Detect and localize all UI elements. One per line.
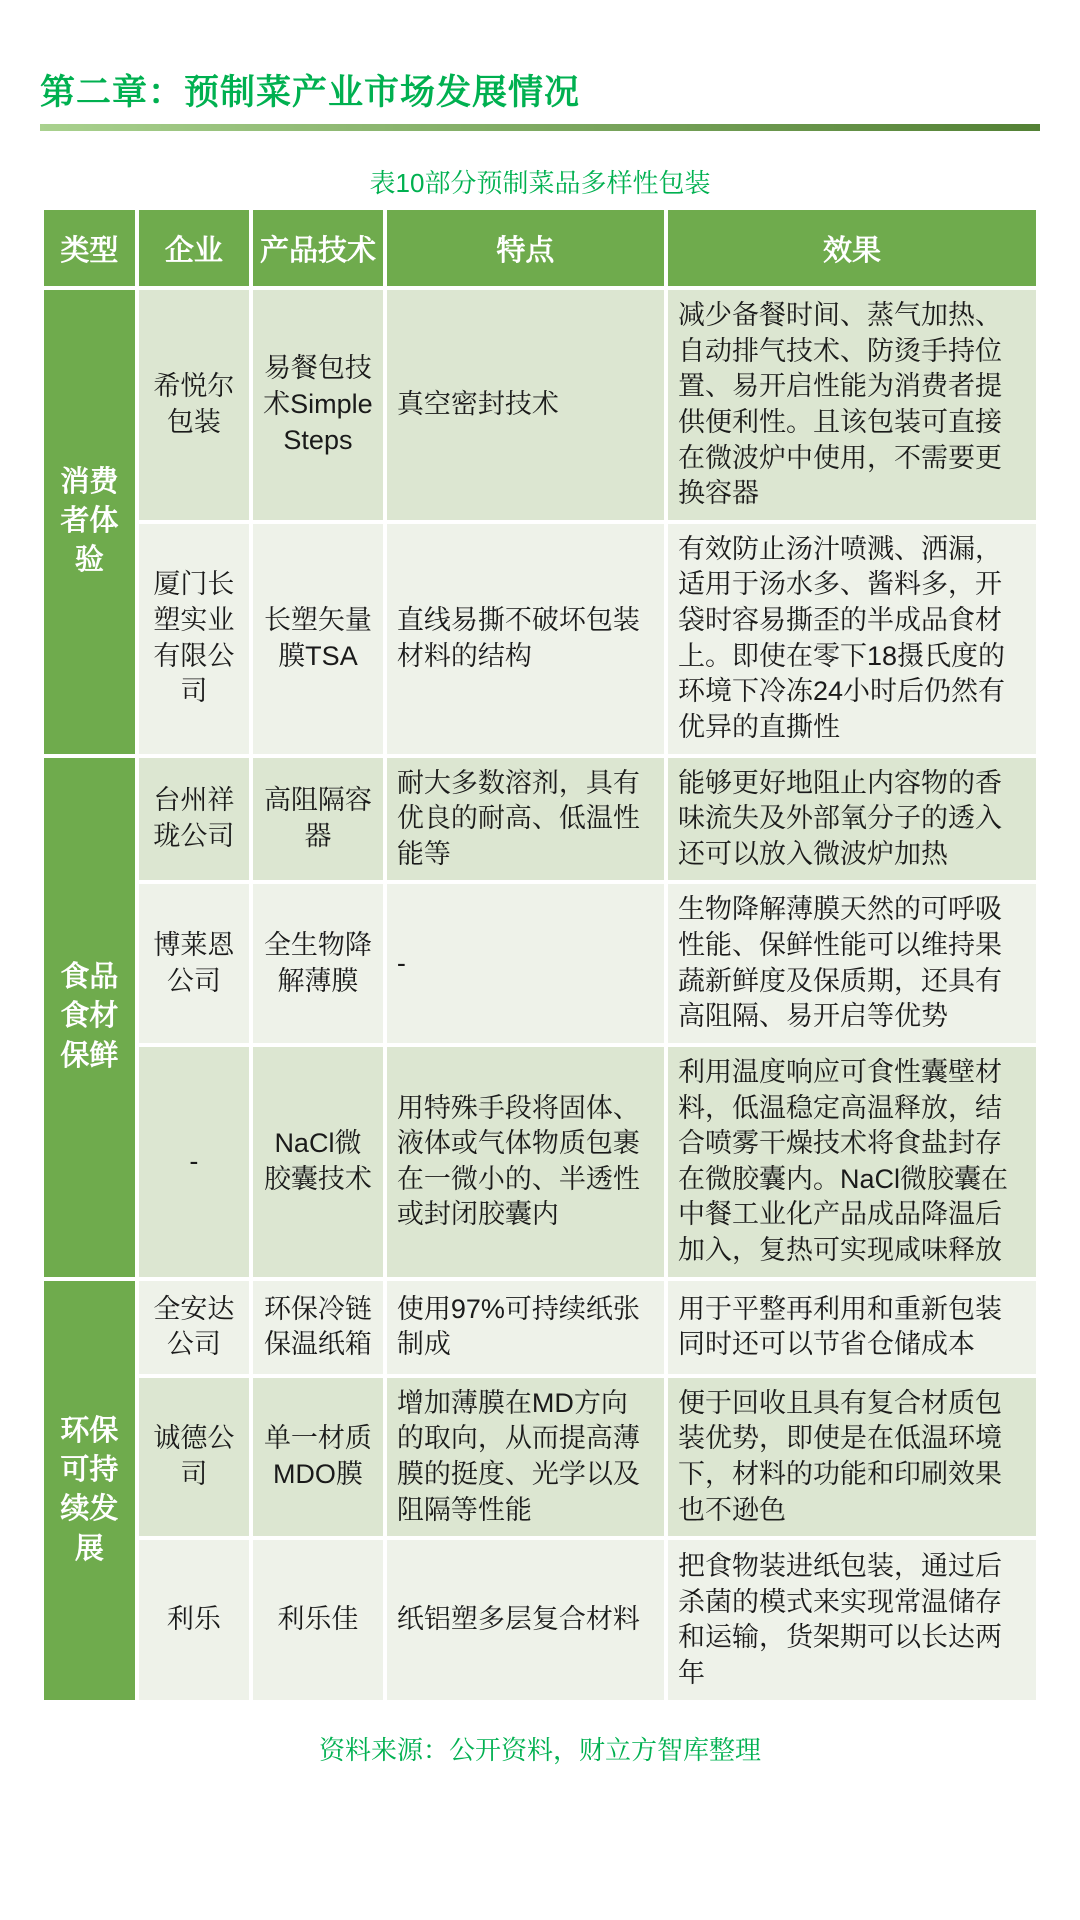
cell-company: - [139, 1047, 249, 1277]
table-row [44, 1047, 1036, 1277]
cell-effect: 能够更好地阻止内容物的香味流失及外部氧分子的透入还可以放入微波炉加热 [668, 758, 1036, 881]
packaging-table [40, 206, 1040, 1704]
cell-company: 利乐 [139, 1540, 249, 1700]
cell-feature: 真空密封技术 [387, 290, 664, 520]
group-label-sustainability: 环保可持续发展 [44, 1281, 135, 1701]
cell-effect: 减少备餐时间、蒸气加热、自动排气技术、防烫手持位置、易开启性能为消费者提供便利性。且该包装可直接在微波炉中使用，不需要更换容器 [668, 290, 1036, 520]
group-label-consumer-experience: 消费者体验 [44, 290, 135, 754]
col-header-type: 类型 [44, 210, 135, 286]
cell-company: 博莱恩公司 [139, 884, 249, 1043]
cell-technology: 高阻隔容器 [253, 758, 383, 881]
group-label-food-preservation: 食品食材保鲜 [44, 758, 135, 1277]
cell-feature: - [387, 884, 664, 1043]
cell-effect: 利用温度响应可食性囊壁材料，低温稳定高温释放，结合喷雾干燥技术将食盐封存在微胶囊内。NaCl微胶囊在中餐工业化产品成品降温后加入，复热可实现咸味释放 [668, 1047, 1036, 1277]
title-underline [40, 124, 1040, 131]
cell-feature: 耐大多数溶剂，具有优良的耐高、低温性能等 [387, 758, 664, 881]
table-caption: 表10部分预制菜品多样性包装 [369, 168, 711, 198]
page-title: 第二章：预制菜产业市场发展情况 [40, 73, 581, 112]
cell-effect: 有效防止汤汁喷溅、洒漏，适用于汤水多、酱料多，开袋时容易撕歪的半成品食材上。即使在零下18摄氏度的环境下冷冻24小时后仍然有优异的直撕性 [668, 524, 1036, 754]
cell-effect: 把食物装进纸包装，通过后杀菌的模式来实现常温储存和运输，货架期可以长达两年 [668, 1540, 1036, 1700]
cell-feature: 增加薄膜在MD方向的取向，从而提高薄膜的挺度、光学以及阻隔等性能 [387, 1378, 664, 1537]
cell-effect: 便于回收且具有复合材质包装优势，即使是在低温环境下，材料的功能和印刷效果也不逊色 [668, 1378, 1036, 1537]
table-row [44, 1281, 1036, 1374]
cell-technology: 长塑矢量膜TSA [253, 524, 383, 754]
cell-technology: 利乐佳 [253, 1540, 383, 1700]
cell-effect: 生物降解薄膜天然的可呼吸性能、保鲜性能可以维持果蔬新鲜度及保质期，还具有高阻隔、易开启等优势 [668, 884, 1036, 1043]
table-row [44, 524, 1036, 754]
col-header-technology: 产品技术 [253, 210, 383, 286]
cell-feature: 直线易撕不破坏包装材料的结构 [387, 524, 664, 754]
cell-company: 全安达公司 [139, 1281, 249, 1374]
cell-technology: 易餐包技术Simple Steps [253, 290, 383, 520]
cell-technology: 全生物降解薄膜 [253, 884, 383, 1043]
cell-feature: 使用97%可持续纸张制成 [387, 1281, 664, 1374]
col-header-company: 企业 [139, 210, 249, 286]
header-row [44, 210, 1036, 286]
cell-effect: 用于平整再利用和重新包装同时还可以节省仓储成本 [668, 1281, 1036, 1374]
cell-feature: 纸铝塑多层复合材料 [387, 1540, 664, 1700]
cell-company: 诚德公司 [139, 1378, 249, 1537]
col-header-feature: 特点 [387, 210, 664, 286]
table-row [44, 758, 1036, 881]
cell-company: 希悦尔包装 [139, 290, 249, 520]
col-header-effect: 效果 [668, 210, 1036, 286]
cell-technology: NaCl微胶囊技术 [253, 1047, 383, 1277]
cell-feature: 用特殊手段将固体、液体或气体物质包裹在一微小的、半透性或封闭胶囊内 [387, 1047, 664, 1277]
cell-company: 台州祥珑公司 [139, 758, 249, 881]
cell-technology: 单一材质MDO膜 [253, 1378, 383, 1537]
table-row [44, 884, 1036, 1043]
source-note: 资料来源：公开资料，财立方智库整理 [318, 1735, 761, 1766]
cell-technology: 环保冷链保温纸箱 [253, 1281, 383, 1374]
table-row [44, 290, 1036, 520]
table-row [44, 1378, 1036, 1537]
table-row [44, 1540, 1036, 1700]
cell-company: 厦门长塑实业有限公司 [139, 524, 249, 754]
